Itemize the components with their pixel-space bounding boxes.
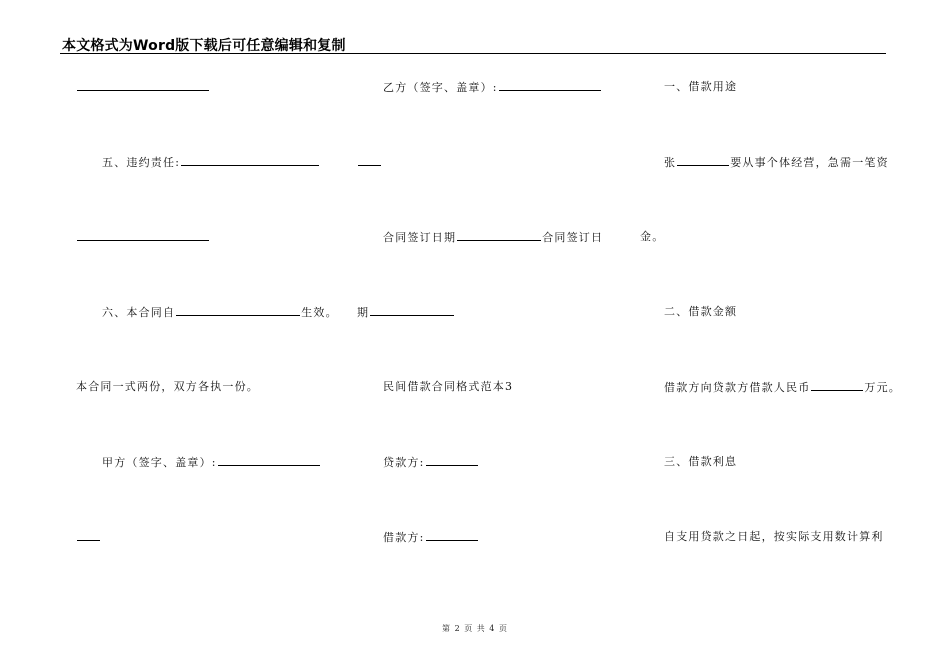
col2-line2	[357, 155, 382, 170]
party-a-sign-label: 甲方（签字、盖章）:	[102, 456, 217, 469]
interest-text: 自支用贷款之日起，按实际支用数计算利	[664, 530, 884, 543]
party-b-sign-blank	[499, 80, 601, 91]
amount-unit: 万元。	[864, 381, 902, 394]
document-header-title: 本文格式为Word版下载后可任意编辑和复制	[62, 38, 346, 54]
page-number: 第 2 页 共 4 页	[442, 624, 508, 633]
col1-line3	[76, 230, 210, 245]
col2-sign-date-line	[383, 230, 603, 245]
party-a-sign-blank	[218, 455, 320, 466]
sign-date-label-2: 合同签订日	[542, 231, 604, 244]
loan-interest-heading: 三、借款利息	[664, 455, 738, 468]
short-blank	[358, 155, 381, 166]
purpose-name-prefix: 张	[664, 156, 677, 169]
col3-amount-line	[664, 380, 901, 395]
col1-effective-line	[102, 305, 338, 320]
effective-pre-text: 六、本合同自	[102, 306, 176, 319]
col3-purpose-line	[664, 155, 889, 170]
borrower-label: 借款方:	[383, 531, 425, 544]
borrower-blank	[426, 530, 478, 541]
col2-borrower-line	[383, 530, 479, 545]
effective-date-blank	[176, 305, 300, 316]
col2-lender-line	[383, 455, 479, 470]
loan-purpose-heading: 一、借款用途	[664, 80, 738, 93]
header-divider	[60, 53, 886, 54]
signature-blank	[77, 80, 209, 91]
borrower-name-blank	[677, 155, 729, 166]
lender-blank	[426, 455, 478, 466]
short-blank	[77, 530, 100, 541]
col1-line1	[76, 80, 210, 95]
sign-date-blank-2	[370, 305, 454, 316]
col1-party-a-line	[102, 455, 321, 470]
sign-date-blank	[457, 230, 541, 241]
lender-label: 贷款方:	[383, 456, 425, 469]
continuation-blank	[77, 230, 209, 241]
col1-line9	[76, 530, 101, 545]
breach-liability-label: 五、违约责任:	[102, 156, 181, 169]
col3-purpose-cont: 金。	[640, 230, 665, 243]
amount-text: 借款方向贷款方借款人民币	[664, 381, 811, 394]
effective-post-text: 生效。	[301, 306, 338, 319]
sign-date-label: 合同签订日期	[383, 231, 457, 244]
col1-copies-text: 本合同一式两份，双方各执一份。	[76, 380, 259, 393]
purpose-text: 要从事个体经营，急需一笔资	[730, 156, 889, 169]
date-cont-label: 期	[357, 306, 370, 319]
col1-breach-line	[102, 155, 320, 170]
amount-blank	[811, 380, 863, 391]
loan-amount-heading: 二、借款金额	[664, 305, 738, 318]
col2-party-b-line	[383, 80, 602, 95]
breach-liability-blank	[181, 155, 319, 166]
col2-date-cont-line	[357, 305, 455, 320]
party-b-sign-label: 乙方（签字、盖章）:	[383, 81, 498, 94]
contract-template-title: 民间借款合同格式范本3	[383, 380, 514, 393]
